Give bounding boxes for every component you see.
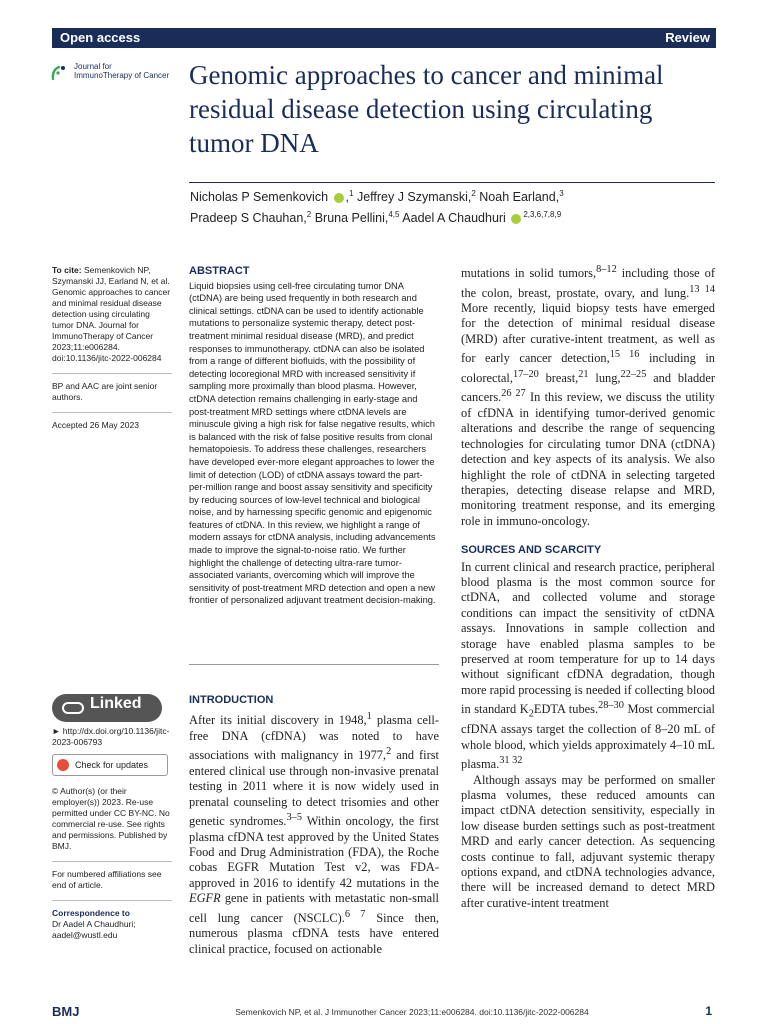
reference-link[interactable]: 8–12 [596, 264, 617, 275]
introduction-heading: INTRODUCTION [189, 694, 274, 706]
link-icon [62, 702, 84, 714]
correspondence-label: Correspondence to [52, 908, 130, 918]
body-paragraph [461, 560, 715, 773]
body-text: breast, [538, 370, 579, 385]
joint-author-note: BP and AAC are joint senior authors. [52, 381, 158, 402]
orcid-icon[interactable] [511, 214, 521, 224]
body-text: More recently, liquid biopsy tests have emerged for the detection of minimal residual disease (MRD) after curative-intent treatment, as well as for early cancer detection, [461, 301, 715, 366]
reference-link[interactable]: 17–20 [512, 368, 539, 380]
reference-link[interactable]: 2 [386, 746, 392, 758]
reference-link[interactable]: 22–25 [620, 368, 647, 380]
reference-link[interactable]: 21 [578, 368, 589, 380]
reference-link[interactable]: 15 16 [609, 349, 640, 361]
affiliation-ref: 2,3,6,7,8,9 [523, 210, 562, 220]
body-paragraph: Although assays may be performed on smaller plasma volumes, these reduced amounts can impact ctDNA detection sensitivity, especially in low disease burden settings such as post-treatment MRD and early cancer detection. As sequencing costs continue to fall, adjuvant systemic therapy options expand, and ctDNA technologies advance, there will be increased demand to detect MRD after curative-intent treatment [461, 772, 715, 910]
open-access-label: Open access [60, 30, 141, 45]
orcid-icon[interactable] [334, 193, 344, 203]
correspondence-name: Dr Aadel A Chaudhuri; [52, 919, 136, 929]
affiliation-ref: 1 [349, 189, 354, 198]
sidebar-divider [52, 861, 172, 862]
article-type-label: Review [665, 30, 710, 45]
intro-text: plasma cell-free DNA (cfDNA) was noted to have associations with malignancy in 1977, [189, 713, 439, 763]
intro-text: gene in patients with metastatic non-small cell lung cancer (NSCLC). [189, 891, 439, 925]
author-name: Jeffrey J Szymanski, [356, 190, 472, 205]
introduction-section [189, 693, 439, 957]
journal-logo-line1: Journal for [74, 62, 112, 71]
reference-link[interactable]: 3–5 [286, 812, 303, 824]
header-bar [52, 28, 716, 48]
cite-text: Semenkovich NP, Szymanski JJ, Earland N, et al. Genomic approaches to cancer and minimal residual disease detection using circulating tumor DNA. Journal for ImmunoTherapy of Cancer 2023;11:e006284. doi:10.1136/jitc-2022-006284 [52, 265, 171, 363]
check-updates-button[interactable] [52, 754, 168, 776]
check-updates-label: Check for updates [75, 760, 149, 770]
copyright-text: © Author(s) (or their employer(s)) 2023. Re-use permitted under CC BY-NC. No commercial re-use. See rights and permissions. Published by BMJ. [52, 786, 170, 851]
article-title: Genomic approaches to cancer and minimal residual disease detection using circulating tumor DNA [189, 60, 664, 158]
linked-button[interactable] [52, 694, 162, 722]
body-text: including those of the colon, breast, prostate, ovary, and lung. [461, 266, 715, 300]
sidebar [52, 265, 172, 941]
reference-link[interactable]: 6 7 [344, 908, 366, 920]
author-name: Noah Earland, [479, 190, 560, 205]
sidebar-divider [52, 412, 172, 413]
intro-text: and first entered clinical use through non-invasive prenatal testing in 2011 where it is now widely used in prenatal counseling to detect trisomies and other genetic syndromes. [189, 748, 439, 829]
right-column [461, 262, 715, 911]
page-footer [52, 1004, 716, 1024]
author-name: Pradeep S Chauhan, [190, 211, 307, 226]
body-text: In this review, we discuss the utility of cfDNA in identifying tumor-derived genomic alterations and describe the range of sequencing technologies for circulating tumor DNA (ctDNA) detection and key aspects of its analysis. We also highlight the role of ctDNA in selecting targeted therapies, detecting disease relapse and MRD, monitoring treatment response, and its emerging role in immuno-oncology. [461, 390, 715, 528]
reference-link[interactable]: 28–30 [598, 700, 624, 712]
reference-link[interactable]: 13 14 [689, 283, 715, 295]
sidebar-divider [52, 373, 172, 374]
author-list: Nicholas P Semenkovich ,$^1$ Jeffrey J Szymanski,$^2$ Noah Earland,$^3$ Pradeep S Chauhan,$^2$ Bruna Pellini,$^{4,5}$ Aadel A Chaudhuri $^{2,3,6,7,8,9}$ [190, 189, 564, 226]
citation-block [52, 265, 172, 364]
linked-url[interactable]: ► http://dx.doi.org/10.1136/jitc-2023-006793 [52, 726, 170, 747]
body-text: mutations in solid tumors, [461, 266, 597, 281]
affiliation-ref: 4,5 [388, 210, 400, 220]
reference-link[interactable]: 31 32 [499, 755, 523, 766]
affiliation-ref: 2 [306, 210, 312, 220]
body-text: including in colorectal, [461, 351, 715, 385]
reference-link[interactable]: 1 [366, 711, 372, 723]
journal-logo-icon [50, 64, 68, 82]
crossmark-icon [57, 759, 69, 771]
intro-text: After its initial discovery in 1948, [189, 713, 367, 728]
author-name: Bruna Pellini, [314, 211, 389, 226]
affiliation-ref: 3 [559, 189, 564, 198]
gene-name: EGFR [189, 891, 221, 906]
journal-logo-line2: ImmunoTherapy of Cancer [74, 71, 170, 80]
footer-citation: Semenkovich NP, et al. J Immunother Cancer 2023;11:e006284. doi:10.1136/jitc-2022-006284 [235, 1007, 589, 1017]
journal-logo [50, 62, 190, 88]
subscript: 2 [528, 708, 534, 720]
body-text: lung, [588, 370, 621, 385]
intro-text: Since then, numerous plasma cfDNA tests have entered clinical practice, focused on actionable [189, 910, 440, 956]
bmj-logo: BMJ [52, 1004, 80, 1019]
correspondence-email[interactable]: aadel@wustl.edu [52, 930, 118, 940]
author-name: Aadel A Chaudhuri [402, 211, 506, 226]
abstract-divider [189, 664, 439, 665]
journal-logo-text [74, 62, 169, 80]
linked-label: Linked [90, 695, 142, 712]
abstract [189, 265, 439, 607]
intro-text: Within oncology, the first plasma cfDNA test approved by the United States Food and Drug Administration (FDA), the Roche cobas EGFR Mutation Test v2, was FDA-approved in 2016 to identify 42 mutations in the [189, 814, 439, 890]
body-text: In current clinical and research practice, peripheral blood plasma is the most common source for ctDNA, and collected volume and storage conditions can impact the sensitivity of ctDNA assays. Innovations in sample collection and storage have enabled plasma samples to be preserved at room temperature for up to 14 days without significant cfDNA degradation, though more rapid processing is needed if collecting blood in standard K [461, 559, 715, 717]
body-paragraph [461, 262, 715, 529]
page-number: 1 [705, 1004, 712, 1018]
section-heading: SOURCES AND SCARCITY [461, 544, 602, 557]
sidebar-divider [52, 900, 172, 901]
cite-label: To cite: [52, 265, 82, 275]
accepted-date: Accepted 26 May 2023 [52, 420, 139, 430]
body-text: EDTA tubes. [533, 702, 599, 717]
affiliation-ref: 2 [471, 189, 476, 198]
author-name: Nicholas P Semenkovich [190, 190, 329, 205]
abstract-heading: ABSTRACT [189, 265, 250, 277]
affiliation-note: For numbered affiliations see end of article. [52, 869, 162, 890]
body-text: Most commercial cfDNA assays target the collection of 8–20 mL of whole blood, which yields approximately 4–10 mL plasma. [461, 702, 715, 772]
title-divider [189, 182, 715, 183]
reference-link[interactable]: 26 27 [501, 388, 526, 400]
body-text: and bladder cancers. [461, 370, 715, 405]
abstract-text: Liquid biopsies using cell-free circulating tumor DNA (ctDNA) are being used frequently in both research and clinical settings. ctDNA can be used to identify actionable mutations to personalize systemic therapy, detect post-treatment minimal residual disease (MRD), and predict responses to immunotherapy. ctDNA can also be isolated from a range of different biofluids, with the possibility of detecting locoregional MRD with increased sensitivity if sampling more proximally than blood plasma. However, ctDNA detection remains challenging in early-stage and post-treatment MRD settings where ctDNA levels are minuscule giving a high risk for false negative results, which is balanced with the risk of false positive results from clonal hematopoiesis. To address these challenges, researchers have developed ever-more elegant approaches to lower the limit of detection (LOD) of ctDNA assays toward the part-per-million range and boost assay sensitivity and specificity by reducing sources of low-level technical and biological noise, and by harnessing specific genomic and epigenomic features of ctDNA. In this review, we highlight a range of modern assays for ctDNA analysis, including advancements made to improve the signal-to-noise ratio. We further highlight the challenge of detecting ultra-rare tumor-associated variants, overcoming which will improve the sensitivity of post-treatment MRD detection and open a new frontier of personalized adjuvant treatment decision-making. [189, 280, 436, 606]
